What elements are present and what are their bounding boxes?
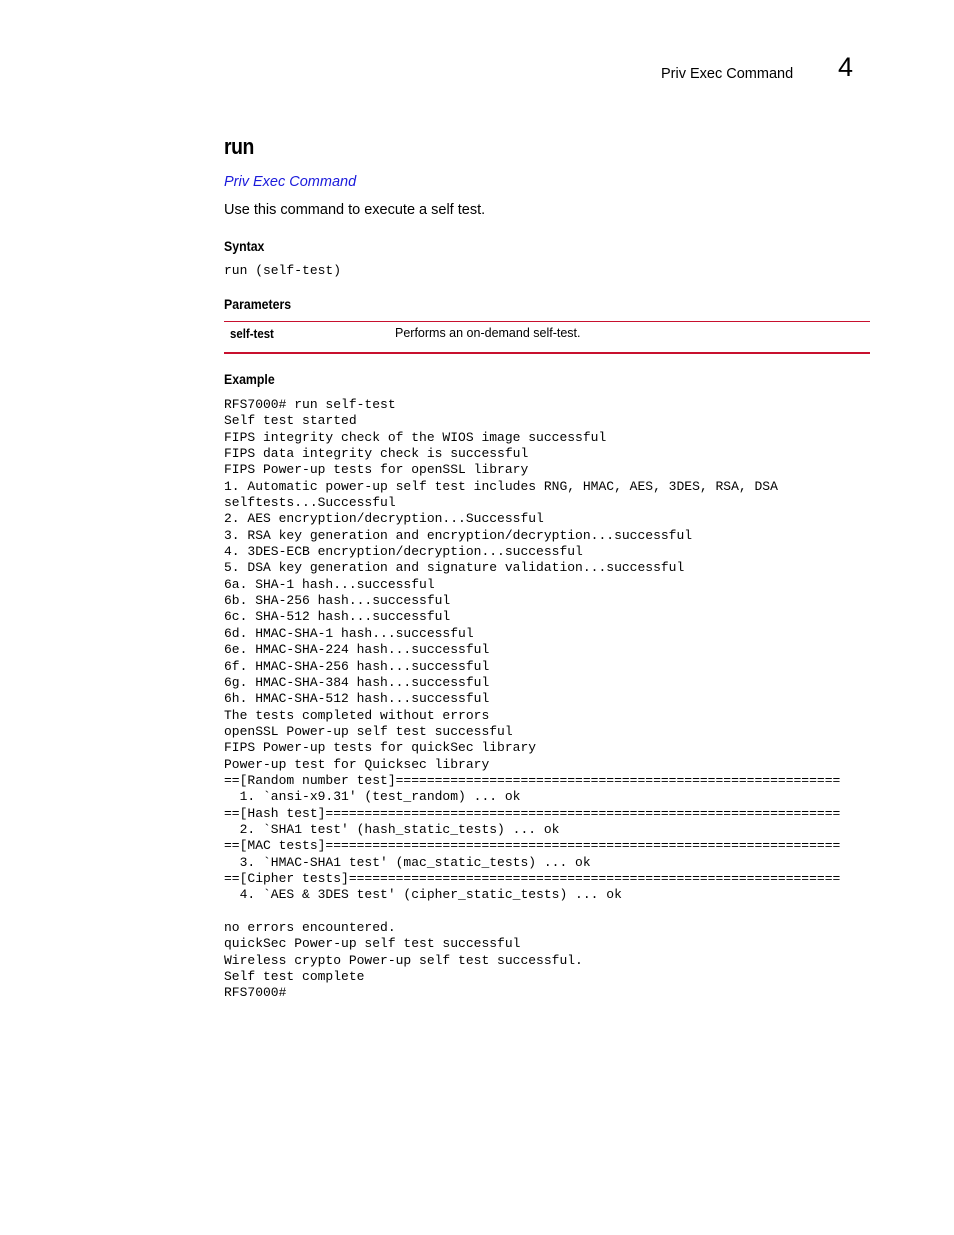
example-line: FIPS integrity check of the WIOS image successful: [224, 429, 607, 445]
chapter-number: 4: [838, 52, 854, 82]
example-line: 3. RSA key generation and encryption/decryption...successful: [224, 527, 693, 543]
example-line: 3. `HMAC-SHA1 test' (mac_static_tests) ... ok: [224, 854, 591, 870]
example-line: RFS7000# run self-test: [224, 397, 396, 412]
example-line: ==[Cipher tests]===============================================================: [224, 870, 841, 886]
example-line: RFS7000#: [224, 985, 287, 1001]
example-line: Self test complete: [224, 969, 365, 985]
example-code-block: [224, 397, 840, 1002]
example-line: ==[Hash test]==================================================================: [224, 805, 841, 821]
example-line: 2. AES encryption/decryption...Successful: [224, 511, 544, 527]
example-line: 6d. HMAC-SHA-1 hash...successful: [224, 625, 474, 641]
example-line: 1. Automatic power-up self test includes RNG, HMAC, AES, 3DES, RSA, DSA: [224, 478, 778, 494]
example-line: 5. DSA key generation and signature validation...successful: [224, 560, 685, 576]
parameters-table: [224, 321, 870, 354]
example-heading: Example: [224, 371, 275, 387]
example-line: Self test started: [224, 413, 357, 429]
example-line: selftests...Successful: [224, 495, 396, 511]
example-line: FIPS data integrity check is successful: [224, 446, 529, 462]
example-line: [224, 904, 840, 920]
example-line: The tests completed without errors: [224, 707, 490, 723]
context-link[interactable]: Priv Exec Command: [224, 174, 357, 190]
example-line: openSSL Power-up self test successful: [224, 723, 513, 739]
example-line: Power-up test for Quicksec library: [224, 756, 490, 772]
example-line: 6b. SHA-256 hash...successful: [224, 593, 451, 609]
example-line: ==[MAC tests]==================================================================: [224, 838, 841, 854]
syntax-code: run (self-test): [224, 263, 342, 278]
parameter-description: Performs an on-demand self-test.: [395, 326, 581, 340]
example-line: FIPS Power-up tests for openSSL library: [224, 462, 529, 478]
example-line: ==[Random number test]=========================================================: [224, 772, 841, 788]
example-line: 4. `AES & 3DES test' (cipher_static_tests) ... ok: [224, 887, 622, 903]
example-line: no errors encountered.: [224, 920, 396, 935]
running-header-title: Priv Exec Command: [661, 66, 794, 82]
example-line: 6e. HMAC-SHA-224 hash...successful: [224, 642, 490, 658]
example-line: quickSec Power-up self test successful: [224, 936, 521, 952]
example-line: 6g. HMAC-SHA-384 hash...successful: [224, 674, 490, 690]
parameters-heading: Parameters: [224, 296, 292, 312]
page-title: run: [224, 134, 254, 159]
parameter-name: self-test: [230, 326, 274, 341]
syntax-heading: Syntax: [224, 238, 265, 254]
example-line: 2. `SHA1 test' (hash_static_tests) ... ok: [224, 821, 560, 837]
example-line: 6c. SHA-512 hash...successful: [224, 609, 451, 625]
example-line: FIPS Power-up tests for quickSec library: [224, 740, 537, 756]
example-line: 6f. HMAC-SHA-256 hash...successful: [224, 658, 490, 674]
example-line: 4. 3DES-ECB encryption/decryption...successful: [224, 544, 583, 560]
example-line: 6a. SHA-1 hash...successful: [224, 576, 435, 592]
command-description: Use this command to execute a self test.: [224, 202, 486, 218]
example-line: Wireless crypto Power-up self test successful.: [224, 952, 583, 968]
example-line: 1. `ansi-x9.31' (test_random) ... ok: [224, 789, 521, 805]
example-line: 6h. HMAC-SHA-512 hash...successful: [224, 691, 490, 707]
